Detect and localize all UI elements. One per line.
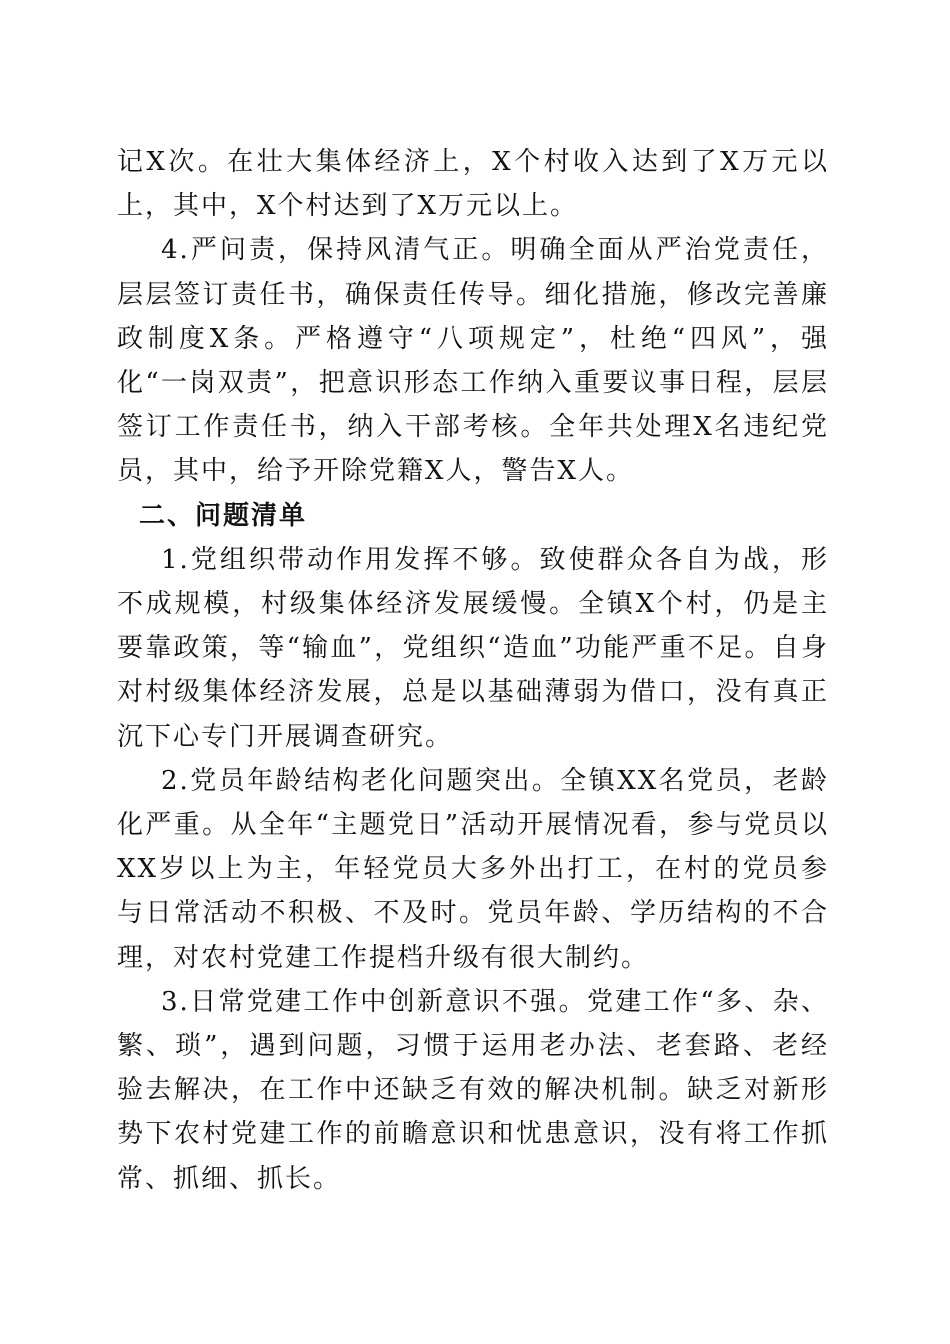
document-body [117, 140, 829, 1201]
paragraph-continuation: 记X次。在壮大集体经济上，X个村收入达到了X万元以上，其中，X个村达到了X万元以上。 [117, 147, 829, 222]
issue-item-3: 3.日常党建工作中创新意识不强。党建工作“多、杂、繁、琐”，遇到问题，习惯于运用老办法、老套路、老经验去解决，在工作中还缺乏有效的解决机制。缺乏对新形势下农村党建工作的前瞻意识和忧患意识，没有将工作抓常、抓细、抓长。 [117, 986, 829, 1194]
issue-item-2: 2.党员年龄结构老化问题突出。全镇XX名党员，老龄化严重。从全年“主题党日”活动开展情况看，参与党员以XX岁以上为主，年轻党员大多外出打工，在村的党员参与日常活动不积极、不及时。党员年龄、学历结构的不合理，对农村党建工作提档升级有很大制约。 [117, 765, 829, 973]
paragraph-item-4-strict-accountability: 4.严问责，保持风清气正。明确全面从严治党责任，层层签订责任书，确保责任传导。细化措施，修改完善廉政制度X条。严格遵守“八项规定”，杜绝“四风”，强化“一岗双责”，把意识形态工作纳入重要议事日程，层层签订工作责任书，纳入干部考核。全年共处理X名违纪党员，其中，给予开除党籍X人，警告X人。 [117, 235, 829, 487]
section-heading-problem-list: 二、问题清单 [139, 500, 308, 531]
issue-item-1: 1.党组织带动作用发挥不够。致使群众各自为战，形不成规模，村级集体经济发展缓慢。全镇X个村，仍是主要靠政策，等“输血”，党组织“造血”功能严重不足。自身对村级集体经济发展，总是以基础薄弱为借口，没有真正沉下心专门开展调查研究。 [117, 544, 829, 752]
